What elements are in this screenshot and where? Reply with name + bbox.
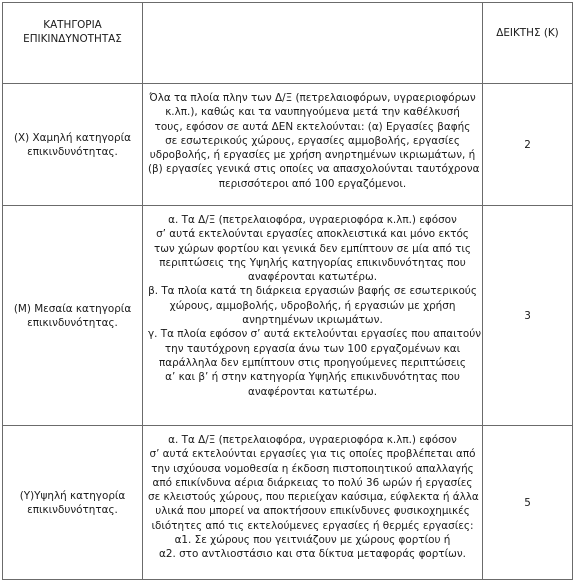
category-cell-high — [3, 426, 143, 580]
category-cell-medium — [3, 206, 143, 426]
description-line: (β) εργασίες γενικά στις οποίες να απασχολούνται ταυτόχρονα — [148, 163, 480, 176]
description-line: υδροβολής, ή εργασίες με χρήση ανηρτημένων ικριωμάτων, ή — [149, 149, 476, 162]
category-medium-line1: (Μ) Μεσαία κατηγορία — [13, 302, 132, 315]
description-line: την ισχύουσα νομοθεσία η έκδοση πιστοποιητικού απαλλαγής — [151, 462, 474, 475]
table-header-row — [3, 3, 573, 84]
category-low-line1: (Χ) Χαμηλή κατηγορία — [13, 131, 131, 144]
header-category-line1: ΚΑΤΗΓΟΡΙΑ — [43, 19, 102, 31]
description-cell-medium — [143, 206, 483, 426]
description-line: ανηρτημένων ικριωμάτων. — [242, 314, 383, 327]
description-line: κ.λπ.), καθώς και τα ναυπηγούμενα μετά την καθέλκυσή — [165, 106, 460, 119]
description-line: σ’ αυτά εκτελούνται εργασίες για τις οποίες προβλέπεται από — [149, 448, 476, 461]
index-cell-low: 2 — [483, 84, 573, 206]
description-line: υλικά που μπορεί να αποκτήσουν επικίνδυνες φυσικοχημικές — [155, 505, 470, 518]
description-line: α’ και β’ ή στην κατηγορία Υψηλής επικινδυνότητας που — [165, 371, 460, 384]
description-line: α1. Σε χώρους που γειτνιάζουν με χώρους φορτίου ή — [174, 534, 451, 547]
table-row-high — [3, 426, 573, 580]
description-line: Όλα τα πλοία πλην των Δ/Ξ (πετρελαιοφόρων, υγραεριοφόρων — [149, 92, 476, 104]
category-medium-line2: επικινδυνότητας. — [27, 316, 118, 329]
index-cell-high: 5 — [483, 426, 573, 580]
header-category — [3, 3, 143, 84]
category-high-line2: επικινδυνότητας. — [27, 503, 118, 516]
index-cell-medium: 3 — [483, 206, 573, 426]
description-line: α. Τα Δ/Ξ (πετρελαιοφόρα, υγραεριοφόρα κ.λπ.) εφόσον — [168, 434, 457, 446]
description-cell-low — [143, 84, 483, 206]
description-line: παράλληλα δεν εμπίπτουν στις προηγούμενες περιπτώσεις — [159, 356, 466, 369]
description-line: α2. στο αντλιοστάσιο και στα δίκτυα μεταφοράς φορτίων. — [159, 548, 466, 561]
description-line: περισσότεροι από 100 εργαζόμενοι. — [218, 177, 407, 190]
description-line: β. Τα πλοία κατά τη διάρκεια εργασιών βαφής σε εσωτερικούς — [148, 285, 477, 298]
category-cell-low — [3, 84, 143, 206]
description-line: τους, εφόσον σε αυτά ΔΕΝ εκτελούνται: (α) Εργασίες βαφής — [154, 120, 471, 133]
description-line: περιπτώσεις της Υψηλής κατηγορίας επικινδυνότητας που — [159, 256, 466, 269]
description-line: σε εσωτερικούς χώρους, εργασίες αμμοβολής, εργασίες — [165, 134, 460, 147]
header-index: ΔΕΙΚΤΗΣ (Κ) — [483, 3, 573, 84]
description-line: αναφέρονται κατωτέρω. — [247, 385, 378, 398]
description-line: χώρους, αμμοβολής, υδροβολής, ή εργασιών με χρήση — [169, 299, 456, 312]
description-line: από επικίνδυνα αέρια διάρκειας το πολύ 36 ωρών ή εργασίες — [152, 476, 473, 489]
description-line: γ. Τα πλοία εφόσον σ’ αυτά εκτελούνται εργασίες που απαιτούν — [148, 328, 482, 341]
description-line: σε κλειστούς χώρους, που περιείχαν καύσιμα, εύφλεκτα ή άλλα — [148, 491, 479, 504]
description-line: αναφέρονται κατωτέρω. — [247, 271, 378, 284]
description-cell-high — [143, 426, 483, 580]
description-line: α. Τα Δ/Ξ (πετρελαιοφόρα, υγραεριοφόρα κ.λπ.) εφόσον — [168, 214, 457, 226]
table-row-medium — [3, 206, 573, 426]
description-line: των χώρων φορτίου και γενικά δεν εμπίπτουν σε μία από τις — [153, 242, 472, 255]
category-low-line2: επικινδυνότητας. — [27, 145, 118, 158]
header-category-line2: ΕΠΙΚΙΝΔΥΝΟΤΗΤΑΣ — [23, 33, 122, 45]
table-row-low — [3, 84, 573, 206]
risk-category-table — [2, 2, 573, 580]
description-line: την ταυτόχρονη εργασία άνω των 100 εργαζομένων και — [164, 342, 461, 355]
category-high-line1: (Υ)Υψηλή κατηγορία — [19, 489, 126, 502]
description-line: ιδιότητες από τις εκτελούμενες εργασίες ή θερμές εργασίες: — [151, 519, 474, 532]
header-description — [143, 3, 483, 84]
description-line: σ’ αυτά εκτελούνται εργασίες αποκλειστικά και μόνο εκτός — [156, 228, 469, 241]
